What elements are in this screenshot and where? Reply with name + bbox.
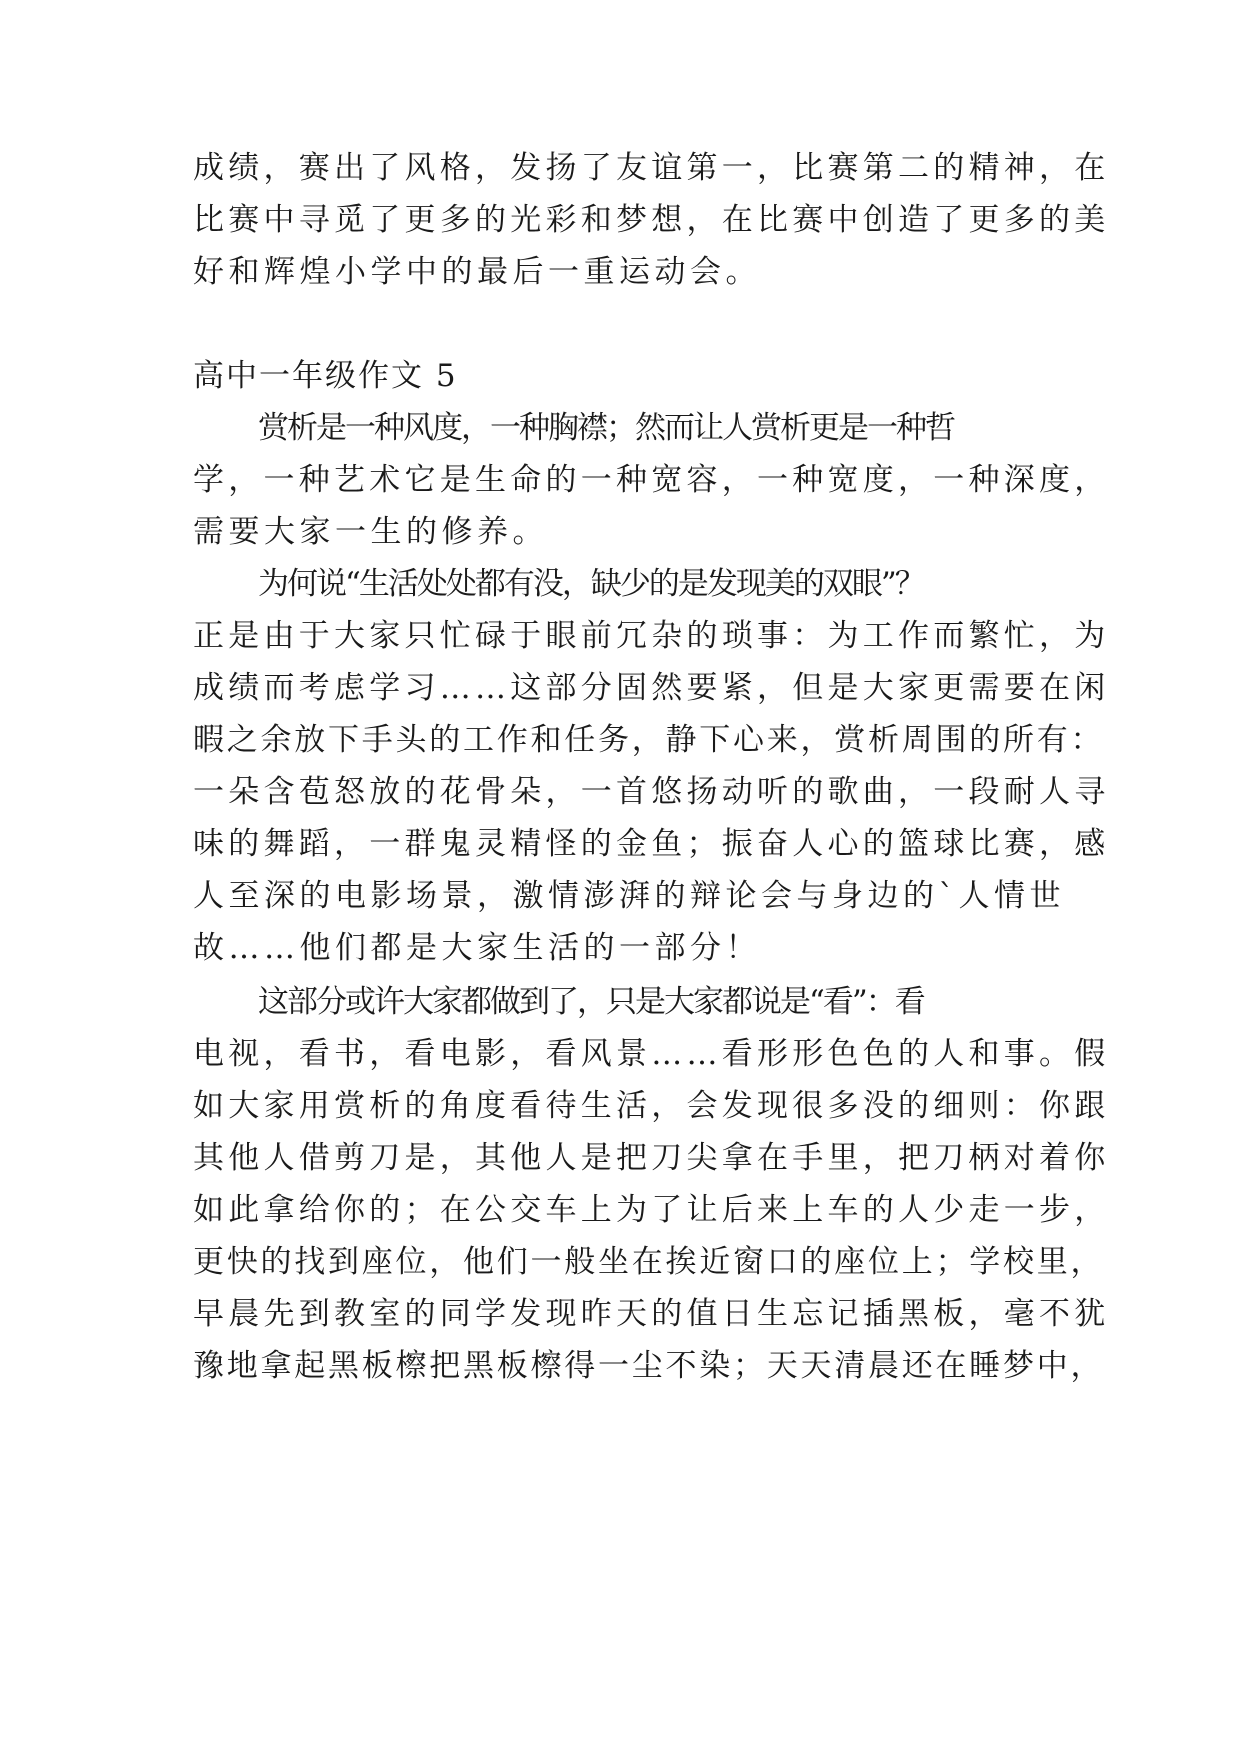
text-line: 味的舞蹈，一群鬼灵精怪的金鱼；振奋人心的篮球比赛，感	[193, 826, 1110, 862]
text-line: 比赛中寻觅了更多的光彩和梦想，在比赛中创造了更多的美	[193, 202, 1110, 238]
text-line: 如此拿给你的；在公交车上为了让后来上车的人少走一步，	[193, 1192, 1110, 1228]
text-line: 如大家用赏析的角度看待生活，会发现很多没的细则：你跟	[193, 1088, 1110, 1124]
text-line: 为何说“生活处处都有没，缺少的是发现美的双眼”？	[258, 566, 924, 602]
text-line: 好和辉煌小学中的最后一重运动会。	[193, 254, 761, 290]
text-line: 赏析是一种风度，一种胸襟；然而让人赏析更是一种哲	[258, 410, 954, 446]
text-line: 故……他们都是大家生活的一部分！	[193, 930, 761, 966]
text-line: 更快的找到座位，他们一般坐在挨近窗口的座位上；学校里，	[193, 1244, 1105, 1280]
text-line: 这部分或许大家都做到了，只是大家都说是“看”：看	[258, 984, 924, 1020]
section-title: 高中一年级作文 5	[193, 358, 458, 394]
text-line: 暇之余放下手头的工作和任务，静下心来，赏析周围的所有：	[193, 722, 1105, 758]
text-line: 早晨先到教室的同学发现昨天的值日生忘记插黑板，毫不犹	[193, 1296, 1110, 1332]
text-line: 正是由于大家只忙碌于眼前冗杂的琐事：为工作而繁忙，为	[193, 618, 1110, 654]
text-line: 成绩而考虑学习……这部分固然要紧，但是大家更需要在闲	[193, 670, 1110, 706]
text-line: 一朵含苞怒放的花骨朵，一首悠扬动听的歌曲，一段耐人寻	[193, 774, 1110, 810]
text-line: 人至深的电影场景，激情澎湃的辩论会与身边的`人情世	[193, 878, 1065, 914]
text-line: 豫地拿起黑板檫把黑板檫得一尘不染；天天清晨还在睡梦中，	[193, 1348, 1105, 1384]
text-line: 成绩，赛出了风格，发扬了友谊第一，比赛第二的精神，在	[193, 150, 1110, 186]
text-line: 学，一种艺术它是生命的一种宽容，一种宽度，一种深度，	[193, 462, 1110, 498]
text-line: 其他人借剪刀是，其他人是把刀尖拿在手里，把刀柄对着你	[193, 1140, 1110, 1176]
text-line: 电视，看书，看电影，看风景……看形形色色的人和事。假	[193, 1036, 1110, 1072]
text-line: 需要大家一生的修养。	[193, 514, 548, 550]
